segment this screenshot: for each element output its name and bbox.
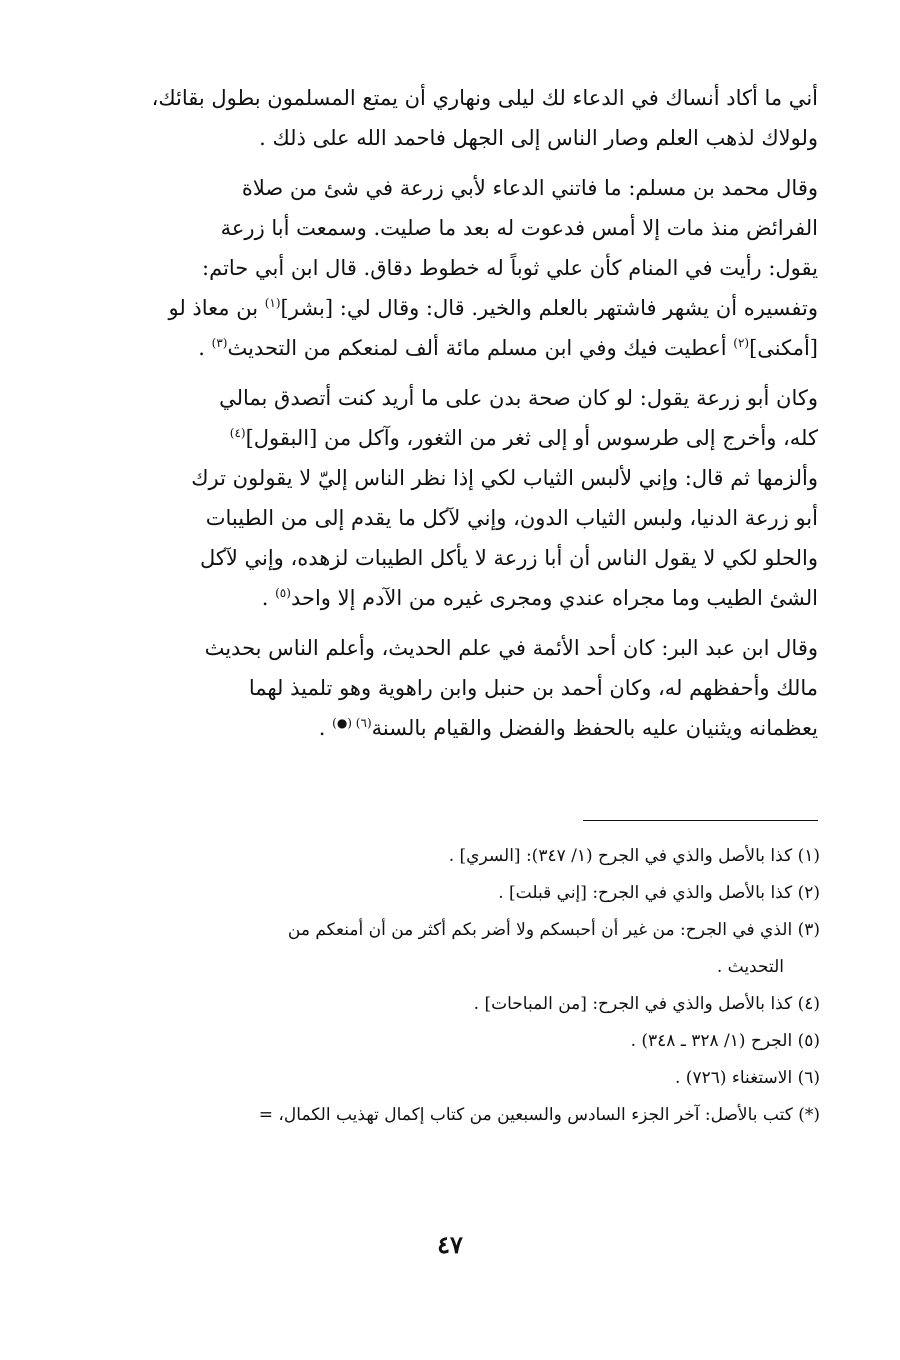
text-segment: يعظمانه ويثنيان عليه بالحفظ والفضل والقيام بالسنة: [371, 716, 818, 740]
text-segment: .: [261, 586, 276, 610]
text-segment: كله، وأخرج إلى طرسوس أو إلى ثغر من الثغور، وآكل من [البقول]: [245, 426, 818, 450]
text-segment: .: [318, 716, 333, 740]
page-number: ٤٧: [437, 1230, 463, 1259]
text-line: والحلو لكي لا يقول الناس أن أبا زرعة لا يأكل الطيبات لزهده، وإني لآكل: [199, 546, 818, 570]
footnote-4: (٤) كذا بالأصل والذي في الجرح: [من المباحات] .: [473, 994, 820, 1014]
footnotes: [108, 838, 820, 1134]
text-segment: الشئ الطيب وما مجراه عندي ومجرى غيره من الآدم إلا واحد: [290, 586, 818, 610]
footnote-continuation: التحديث .: [716, 957, 784, 977]
text-line: وألزمها ثم قال: وإني لألبس الثياب لكي إذا نظر الناس إليّ لا يقولون ترك: [191, 466, 818, 490]
paragraph-3: [108, 378, 818, 618]
text-segment: وتفسيره أن يشهر فاشتهر بالعلم والخير. قال: وقال لي: [بشر]: [280, 296, 818, 320]
text-line: أني ما أكاد أنساك في الدعاء لك ليلى ونهاري أن يمتع المسلمون بطول بقائك،: [151, 86, 818, 110]
text-line: ولولاك لذهب العلم وصار الناس إلى الجهل فاحمد الله على ذلك .: [259, 126, 818, 150]
text-line: [108, 708, 818, 748]
footnote-ref-2[interactable]: (٢): [733, 336, 750, 350]
text-line: يقول: رأيت في المنام كأن علي ثوباً له خطوط دقاق. قال ابن أبي حاتم:: [202, 256, 818, 280]
text-line: وكان أبو زرعة يقول: لو كان صحة بدن على ما أريد كنت أتصدق بمالي: [219, 386, 818, 410]
footnote-ref-3[interactable]: (٣): [211, 336, 228, 350]
text-segment: أعطيت فيك وفي ابن مسلم مائة ألف لمنعكم من التحديث: [227, 336, 734, 360]
text-line: [108, 288, 818, 328]
text-line: مالك وأحفظهم له، وكان أحمد بن حنبل وابن راهوية وهو تلميذ لهما: [248, 676, 818, 700]
text-line: [108, 418, 818, 458]
text-line: وقال ابن عبد البر: كان أحد الأئمة في علم الحديث، وأعلم الناس بحديث: [204, 636, 818, 660]
text-line: الفرائض منذ مات إلا أمس فدعوت له بعد ما صليت. وسمعت أبا زرعة: [220, 216, 818, 240]
text-line: أبو زرعة الدنيا، ولبس الثياب الدون، وإني لآكل ما يقدم إلى من الطيبات: [205, 506, 818, 530]
text-segment: [أمكنى]: [749, 336, 818, 360]
main-text: [108, 78, 818, 758]
text-segment: بن معاذ لو: [168, 296, 265, 320]
footnote-separator: [583, 820, 818, 821]
text-segment: .: [198, 336, 212, 360]
footnote-1: (١) كذا بالأصل والذي في الجرح (١/ ٣٤٧): [السري] .: [448, 846, 820, 866]
footnote-5: (٥) الجرح (١/ ٣٢٨ ـ ٣٤٨) .: [630, 1031, 820, 1051]
paragraph-2: [108, 168, 818, 368]
footnote-3: [108, 912, 820, 986]
paragraph-1: [108, 78, 818, 158]
text-line: وقال محمد بن مسلم: ما فاتني الدعاء لأبي زرعة في شئ من صلاة: [241, 176, 818, 200]
footnote-6: (٦) الاستغناء (٧٢٦) .: [674, 1068, 820, 1088]
footnote-ref-1[interactable]: (١): [264, 296, 281, 310]
footnote-ref-5[interactable]: (٥): [275, 586, 291, 600]
paragraph-4: [108, 628, 818, 748]
footnote-ref-4[interactable]: (٤): [229, 426, 246, 440]
footnote-text: (٣) الذي في الجرح: من غير أن أحبسكم ولا أضر بكم أكثر من أن أمنعكم من: [287, 920, 820, 940]
footnote-star: (*) كتب بالأصل: آخر الجزء السادس والسبعين من كتاب إكمال تهذيب الكمال، =: [258, 1105, 820, 1125]
footnote-2: (٢) كذا بالأصل والذي في الجرح: [إني قبلت] .: [498, 883, 820, 903]
text-line: [108, 328, 818, 368]
footnote-ref-6[interactable]: (٦) (●): [332, 716, 372, 730]
text-line: [108, 578, 818, 618]
